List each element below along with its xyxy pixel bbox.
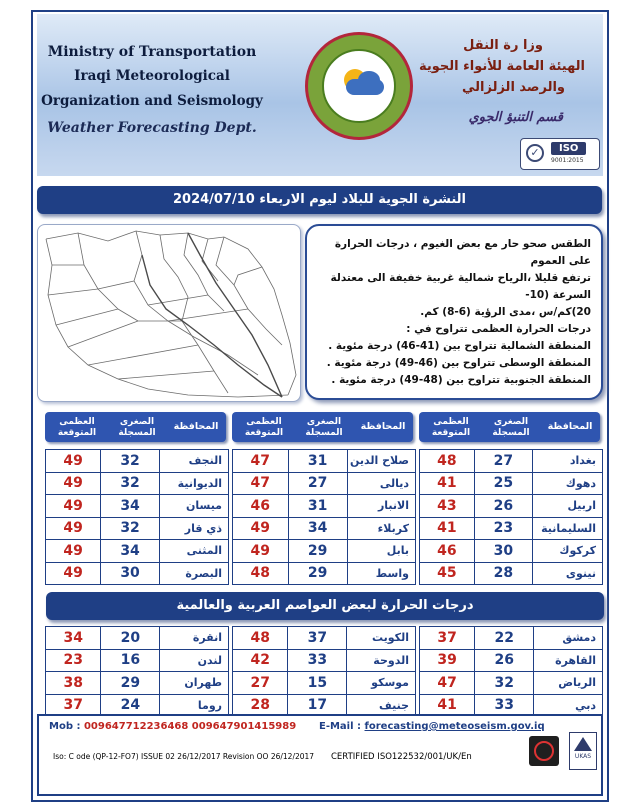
max-temp-cell: 49 xyxy=(46,540,101,563)
certification: CERTIFIED ISO122532/001/UK/En xyxy=(331,752,472,762)
min-temp-cell: 28 xyxy=(474,562,532,585)
capital-row xyxy=(233,649,416,672)
governorate-cell: ميسان xyxy=(159,495,228,518)
table-row xyxy=(46,562,229,585)
min-temp-cell: 29 xyxy=(101,672,160,695)
max-temp-cell: 41 xyxy=(420,694,475,717)
city-cell: طهران xyxy=(160,672,229,695)
min-temp-cell: 17 xyxy=(288,694,347,717)
forecast-line: ترتفع قليلا ،الرياح شمالية غربية خفيفة الى معتدلة السرعة (10- xyxy=(330,272,591,301)
forecast-line: المنطقة الوسطى تتراوح بين (46-49) درجة مئوية . xyxy=(326,357,591,369)
forecast-line: درجات الحرارة العظمى تتراوح في : xyxy=(406,323,591,335)
table-row xyxy=(420,540,603,563)
forecast-text-box xyxy=(305,224,603,400)
certification-badge-icon xyxy=(529,736,559,766)
min-temp-cell: 24 xyxy=(101,694,160,717)
governorate-cell: ذي قار xyxy=(159,517,228,540)
check-icon: ✓ xyxy=(526,144,544,162)
header-governorate: المحافظة xyxy=(547,421,593,432)
organization-name-en: Iraqi Meteorological xyxy=(74,68,230,84)
city-cell: جنيف xyxy=(347,694,416,717)
min-temp-cell: 30 xyxy=(101,562,160,585)
max-temp-cell: 48 xyxy=(233,562,289,585)
table-row xyxy=(46,450,229,473)
ukas-badge-icon: UKAS xyxy=(569,732,597,770)
max-temp-cell: 27 xyxy=(233,672,288,695)
capital-row xyxy=(46,627,229,650)
min-temp-cell: 22 xyxy=(475,627,534,650)
min-temp-cell: 27 xyxy=(288,472,347,495)
min-temp-cell: 34 xyxy=(101,540,160,563)
table-row xyxy=(420,517,603,540)
city-cell: الرياض xyxy=(534,672,603,695)
min-temp-cell: 32 xyxy=(475,672,534,695)
governorate-cell: الديوانية xyxy=(159,472,228,495)
ministry-name-en: Ministry of Transportation xyxy=(47,44,257,60)
governorate-cell: كربلاء xyxy=(347,517,415,540)
max-temp-cell: 49 xyxy=(46,450,101,473)
governorate-cell: السليمانية xyxy=(533,517,603,540)
governorate-cell: الانبار xyxy=(347,495,415,518)
max-temp-cell: 39 xyxy=(420,649,475,672)
min-temp-cell: 34 xyxy=(288,517,347,540)
max-temp-cell: 45 xyxy=(420,562,475,585)
table-row xyxy=(420,472,603,495)
header-max: العظمى المتوقعة xyxy=(57,417,97,438)
table-row xyxy=(233,540,416,563)
min-temp-cell: 34 xyxy=(101,495,160,518)
table-row xyxy=(420,562,603,585)
max-temp-cell: 38 xyxy=(46,672,101,695)
max-temp-cell: 34 xyxy=(46,627,101,650)
table-row xyxy=(233,450,416,473)
table-row xyxy=(46,517,229,540)
table-row xyxy=(233,562,416,585)
min-temp-cell: 32 xyxy=(101,472,160,495)
city-cell: موسكو xyxy=(347,672,416,695)
min-temp-cell: 32 xyxy=(101,450,160,473)
city-cell: روما xyxy=(160,694,229,717)
letterhead xyxy=(37,14,603,176)
capital-row xyxy=(420,672,603,695)
header-governorate: المحافظة xyxy=(173,421,219,432)
iso-number: 9001:2015 xyxy=(551,157,584,164)
city-cell: لندن xyxy=(160,649,229,672)
min-temp-cell: 29 xyxy=(288,562,347,585)
iso-label: ISO xyxy=(551,142,586,155)
governorate-cell: بابل xyxy=(347,540,415,563)
header-max: العظمى المتوقعة xyxy=(431,417,471,438)
governorate-cell: اربيل xyxy=(533,495,603,518)
table-row xyxy=(46,540,229,563)
forecast-line: المنطقة الشمالية تتراوح بين (41-46) درجة مئوية . xyxy=(328,340,591,352)
table-row xyxy=(46,495,229,518)
capital-row xyxy=(46,672,229,695)
capital-row xyxy=(420,649,603,672)
city-cell: دمشق xyxy=(534,627,603,650)
header-max: العظمى المتوقعة xyxy=(244,417,284,438)
governorate-cell: دهوك xyxy=(533,472,603,495)
capital-row xyxy=(46,649,229,672)
capitals-table-1 xyxy=(419,626,603,717)
min-temp-cell: 30 xyxy=(474,540,532,563)
governorate-cell: بغداد xyxy=(533,450,603,473)
max-temp-cell: 28 xyxy=(233,694,288,717)
organization-name-en-2: Organization and Seismology xyxy=(41,93,263,109)
capital-row xyxy=(233,672,416,695)
city-cell: الدوحة xyxy=(347,649,416,672)
forecast-line: 20)كم/س ،مدى الرؤية (6-8) كم. xyxy=(420,306,591,318)
forecast-line: المنطقة الجنوبية تتراوح بين (48-49) درجة مئوية . xyxy=(331,374,591,386)
min-temp-cell: 26 xyxy=(475,649,534,672)
governorate-cell: كركوك xyxy=(533,540,603,563)
max-temp-cell: 49 xyxy=(233,540,289,563)
table-row xyxy=(420,450,603,473)
max-temp-cell: 37 xyxy=(46,694,101,717)
max-temp-cell: 41 xyxy=(420,472,475,495)
header-governorate: المحافظة xyxy=(360,421,406,432)
governorate-cell: واسط xyxy=(347,562,415,585)
max-temp-cell: 37 xyxy=(420,627,475,650)
email-link[interactable]: forecasting@meteoseism.gov.iq xyxy=(364,721,545,732)
iso-badge xyxy=(520,138,600,170)
max-temp-cell: 49 xyxy=(46,495,101,518)
email: E-Mail : forecasting@meteoseism.gov.iq xyxy=(319,721,545,732)
max-temp-cell: 43 xyxy=(420,495,475,518)
min-temp-cell: 37 xyxy=(288,627,347,650)
table-row xyxy=(233,495,416,518)
max-temp-cell: 47 xyxy=(233,472,289,495)
max-temp-cell: 48 xyxy=(420,450,475,473)
max-temp-cell: 49 xyxy=(46,562,101,585)
forecast-line: الطقس صحو حار مع بعض الغيوم ، درجات الحرارة على العموم xyxy=(334,238,591,267)
bulletin-title: النشرة الجوية للبلاد ليوم الاربعاء 2024/07/10 xyxy=(37,186,602,214)
table-header-1 xyxy=(419,412,600,442)
max-temp-cell: 23 xyxy=(46,649,101,672)
organization-name-ar: الهيئة العامة للأنواء الجوية xyxy=(419,59,585,74)
min-temp-cell: 33 xyxy=(288,649,347,672)
max-temp-cell: 46 xyxy=(233,495,289,518)
capitals-table-3 xyxy=(45,626,229,717)
min-temp-cell: 26 xyxy=(474,495,532,518)
header-min: الصغرى المسجلة xyxy=(118,417,156,438)
department-name-ar: قسم التنبؤ الجوي xyxy=(468,110,563,125)
table-row xyxy=(420,495,603,518)
max-temp-cell: 47 xyxy=(420,672,475,695)
table-header-3 xyxy=(45,412,226,442)
min-temp-cell: 31 xyxy=(288,495,347,518)
min-temp-cell: 16 xyxy=(101,649,160,672)
max-temp-cell: 48 xyxy=(233,627,288,650)
governorate-table-2 xyxy=(232,449,416,585)
max-temp-cell: 46 xyxy=(420,540,475,563)
table-row xyxy=(46,472,229,495)
min-temp-cell: 29 xyxy=(288,540,347,563)
min-temp-cell: 15 xyxy=(288,672,347,695)
iraq-map xyxy=(37,224,301,402)
governorate-cell: نينوى xyxy=(533,562,603,585)
max-temp-cell: 49 xyxy=(233,517,289,540)
organization-logo xyxy=(305,32,413,140)
city-cell: القاهرة xyxy=(534,649,603,672)
max-temp-cell: 42 xyxy=(233,649,288,672)
min-temp-cell: 27 xyxy=(474,450,532,473)
document-code: Iso: C ode (QP-12-FO7) ISSUE 02 26/12/2017 Revision OO 26/12/2017 xyxy=(53,752,315,761)
ministry-name-ar: وزا رة النقل xyxy=(463,38,543,53)
governorate-table-3 xyxy=(45,449,229,585)
capital-row xyxy=(420,627,603,650)
table-row xyxy=(233,517,416,540)
governorate-cell: البصرة xyxy=(159,562,228,585)
min-temp-cell: 32 xyxy=(101,517,160,540)
min-temp-cell: 20 xyxy=(101,627,160,650)
min-temp-cell: 25 xyxy=(474,472,532,495)
contact-footer xyxy=(37,714,603,796)
city-cell: دبي xyxy=(534,694,603,717)
governorate-cell: المثنى xyxy=(159,540,228,563)
mobile-numbers: Mob : 009647712236468 009647901415989 xyxy=(49,721,297,732)
map-icon xyxy=(38,225,300,401)
max-temp-cell: 49 xyxy=(46,472,101,495)
mobile-values: 009647712236468 009647901415989 xyxy=(83,721,297,732)
max-temp-cell: 49 xyxy=(46,517,101,540)
table-row xyxy=(233,472,416,495)
min-temp-cell: 23 xyxy=(474,517,532,540)
header-min: الصغرى المسجلة xyxy=(492,417,530,438)
governorate-table-1 xyxy=(419,449,603,585)
city-cell: انقرة xyxy=(160,627,229,650)
department-name-en: Weather Forecasting Dept. xyxy=(47,120,257,136)
governorate-cell: النجف xyxy=(159,450,228,473)
capitals-title: درجات الحرارة لبعض العواصم العربية والعالمية xyxy=(46,592,604,620)
governorate-cell: ديالى xyxy=(347,472,415,495)
capitals-table-2 xyxy=(232,626,416,717)
organization-name-ar-2: والرصد الزلزالي xyxy=(462,80,565,95)
header-min: الصغرى المسجلة xyxy=(305,417,343,438)
table-header-2 xyxy=(232,412,413,442)
max-temp-cell: 47 xyxy=(233,450,289,473)
city-cell: الكويت xyxy=(347,627,416,650)
min-temp-cell: 33 xyxy=(475,694,534,717)
capital-row xyxy=(233,627,416,650)
governorate-cell: صلاح الدين xyxy=(347,450,415,473)
max-temp-cell: 41 xyxy=(420,517,475,540)
min-temp-cell: 31 xyxy=(288,450,347,473)
